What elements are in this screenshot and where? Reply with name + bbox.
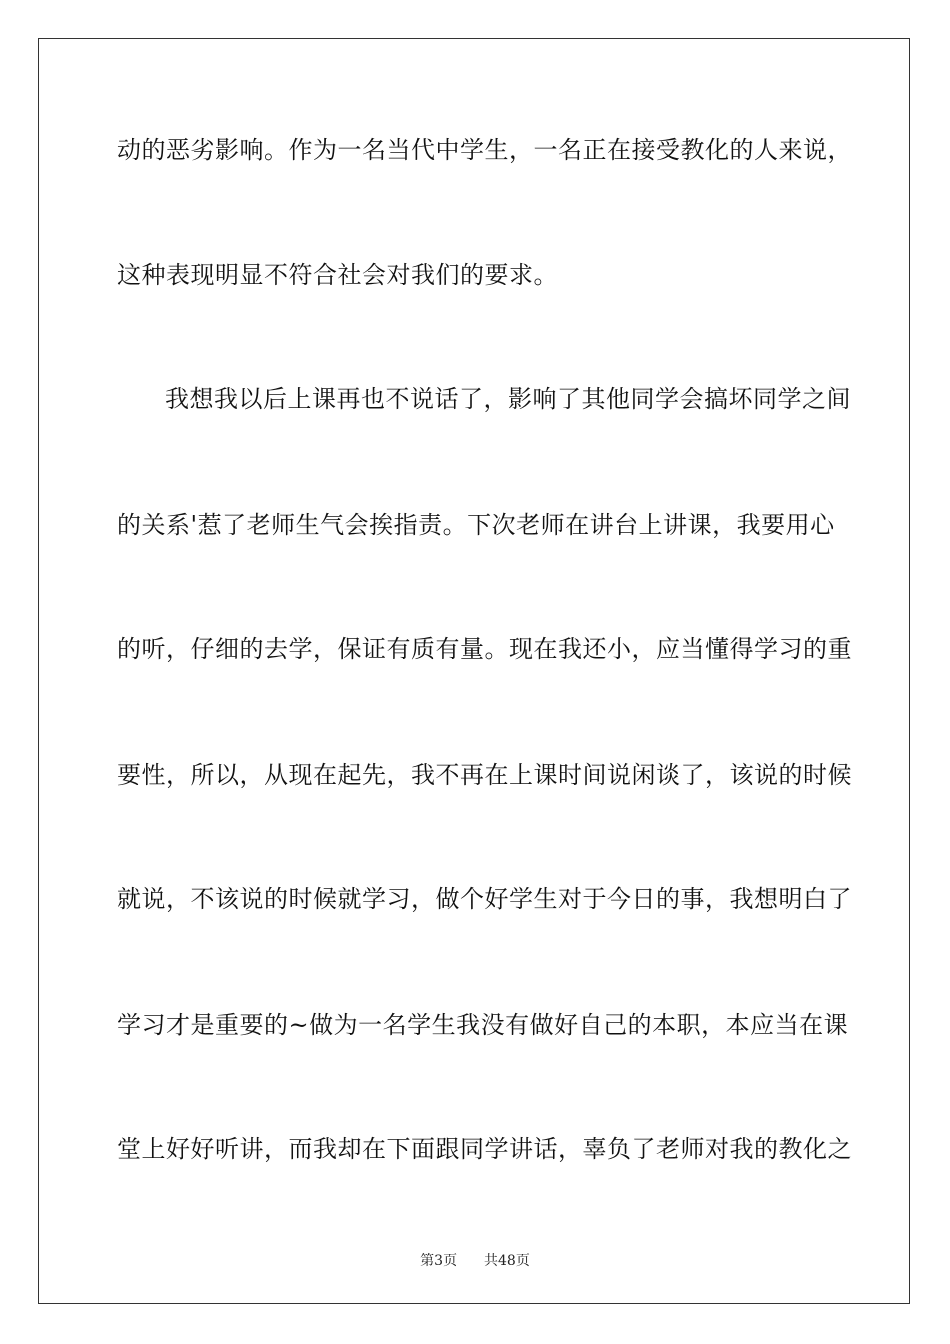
total-pages: 共48页: [484, 1253, 530, 1269]
text-line-6: 要性，所以，从现在起先，我不再在上课时间说闲谈了，该说的时候: [117, 761, 852, 789]
text-line-8: 学习才是重要的~做为一名学生我没有做好自己的本职，本应当在课: [117, 1011, 849, 1039]
text-line-3: 我想我以后上课再也不说话了，影响了其他同学会搞坏同学之间: [165, 385, 851, 413]
text-line-7: 就说，不该说的时候就学习，做个好学生对于今日的事，我想明白了: [117, 885, 852, 913]
page-number: 第3页: [420, 1253, 458, 1269]
text-line-4: 的关系'惹了老师生气会挨指责。下次老师在讲台上讲课，我要用心: [117, 511, 835, 539]
page-footer: [0, 1250, 950, 1270]
text-line-2: 这种表现明显不符合社会对我们的要求。: [117, 261, 558, 289]
text-line-5: 的听，仔细的去学，保证有质有量。现在我还小，应当懂得学习的重: [117, 635, 852, 663]
text-line-9: 堂上好好听讲，而我却在下面跟同学讲话，辜负了老师对我的教化之: [117, 1135, 852, 1163]
text-line-1: 动的恶劣影响。作为一名当代中学生，一名正在接受教化的人来说，: [117, 136, 852, 164]
page-border: [38, 38, 910, 1304]
